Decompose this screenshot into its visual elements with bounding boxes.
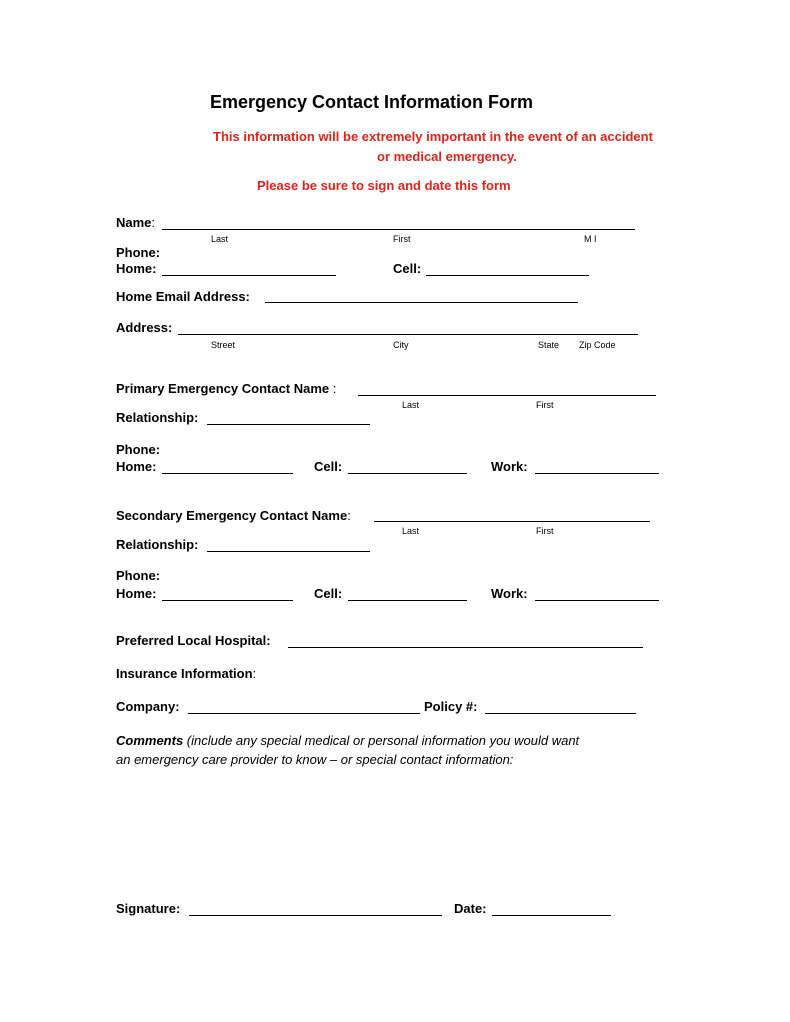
secondary-contact-name-label: Secondary Emergency Contact Name: xyxy=(116,508,351,523)
secondary-contact-name-field[interactable] xyxy=(374,521,650,522)
policy-label: Policy #: xyxy=(424,699,478,714)
primary-home-field[interactable] xyxy=(162,473,293,474)
signature-field[interactable] xyxy=(189,915,442,916)
address-sub-city: City xyxy=(393,340,409,350)
company-field[interactable] xyxy=(188,713,420,714)
secondary-phone-label: Phone: xyxy=(116,568,161,583)
form-title: Emergency Contact Information Form xyxy=(210,92,534,112)
date-field[interactable] xyxy=(492,915,611,916)
name-field[interactable] xyxy=(162,229,635,230)
name-label: Name: xyxy=(116,215,156,230)
primary-cell-label: Cell: xyxy=(314,459,343,474)
address-sub-zip: Zip Code xyxy=(579,340,616,350)
secondary-relationship-field[interactable] xyxy=(207,551,370,552)
notice-sign-date: Please be sure to sign and date this form xyxy=(257,178,511,193)
name-sub-mi: M I xyxy=(584,234,597,244)
secondary-relationship-label: Relationship: xyxy=(116,537,199,552)
comments-text: an emergency care provider to know – or special contact information: xyxy=(116,752,514,767)
address-field[interactable] xyxy=(178,334,638,335)
primary-relationship-label: Relationship: xyxy=(116,410,199,425)
email-field[interactable] xyxy=(265,302,578,303)
hospital-field[interactable] xyxy=(288,647,643,648)
address-label: Address: xyxy=(116,320,173,335)
secondary-work-label: Work: xyxy=(491,586,528,601)
cell-phone-field[interactable] xyxy=(426,275,589,276)
primary-home-label: Home: xyxy=(116,459,157,474)
date-label: Date: xyxy=(454,901,487,916)
primary-relationship-field[interactable] xyxy=(207,424,370,425)
primary-cell-field[interactable] xyxy=(348,473,467,474)
name-sub-last: Last xyxy=(211,234,229,244)
policy-field[interactable] xyxy=(485,713,636,714)
primary-contact-name-field[interactable] xyxy=(358,395,656,396)
secondary-home-field[interactable] xyxy=(162,600,293,601)
email-label: Home Email Address: xyxy=(116,289,250,304)
address-sub-street: Street xyxy=(211,340,236,350)
cell-phone-label: Cell: xyxy=(393,261,422,276)
hospital-label: Preferred Local Hospital: xyxy=(116,633,271,648)
insurance-label: Insurance Information: xyxy=(116,666,257,681)
primary-work-label: Work: xyxy=(491,459,528,474)
primary-phone-label: Phone: xyxy=(116,442,161,457)
notice-line-2: or medical emergency. xyxy=(377,149,517,164)
home-phone-field[interactable] xyxy=(162,275,336,276)
comments-label: Comments (include any special medical or personal information you would want xyxy=(116,733,580,748)
secondary-work-field[interactable] xyxy=(535,600,659,601)
secondary-home-label: Home: xyxy=(116,586,157,601)
primary-contact-name-label: Primary Emergency Contact Name : xyxy=(116,381,337,396)
secondary-cell-field[interactable] xyxy=(348,600,467,601)
secondary-cell-label: Cell: xyxy=(314,586,343,601)
notice-line-1: This information will be extremely important in the event of an accident xyxy=(213,129,653,144)
phone-label: Phone: xyxy=(116,245,161,260)
company-label: Company: xyxy=(116,699,180,714)
comments-area[interactable] xyxy=(116,775,656,885)
home-phone-label: Home: xyxy=(116,261,157,276)
address-sub-state: State xyxy=(538,340,560,350)
primary-work-field[interactable] xyxy=(535,473,659,474)
primary-sub-first: First xyxy=(536,400,554,410)
primary-sub-last: Last xyxy=(402,400,420,410)
name-sub-first: First xyxy=(393,234,411,244)
secondary-sub-last: Last xyxy=(402,526,420,536)
secondary-sub-first: First xyxy=(536,526,554,536)
signature-label: Signature: xyxy=(116,901,181,916)
